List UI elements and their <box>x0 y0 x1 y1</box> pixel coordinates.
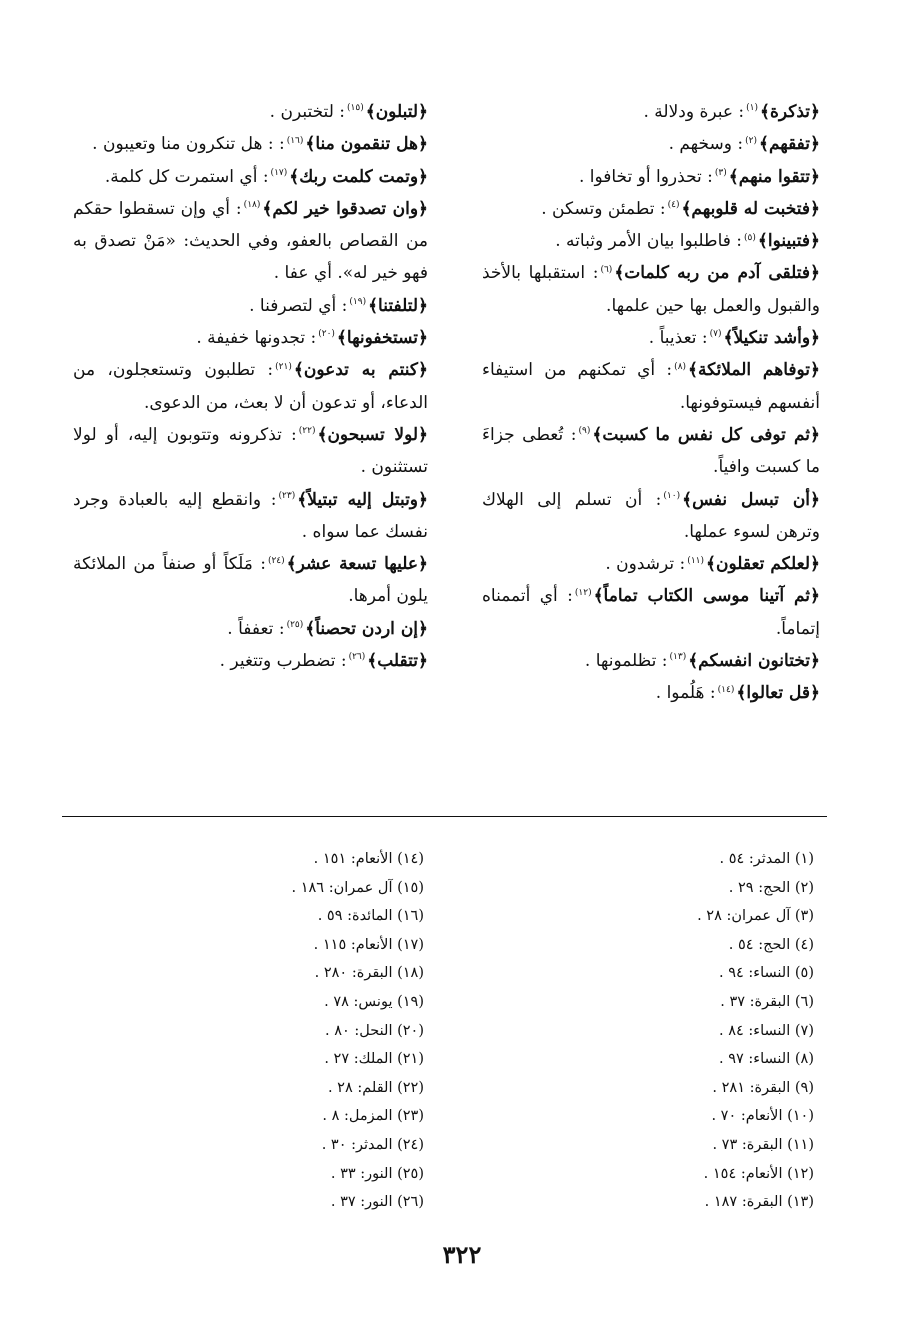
glossary-entry: ﴿تذكرة﴾$^{(١)}$: عبرة ودلالة . <box>643 102 820 122</box>
footnote-ref: (١٠) <box>663 490 681 501</box>
footnote: (٥) النساء: ٩٤ . <box>718 965 814 982</box>
glossary-entry: ﴿تختانون انفسكم﴾$^{(١٣)}$: تظلمونها . <box>584 651 820 672</box>
footnote: (٨) النساء: ٩٧ . <box>718 1051 814 1068</box>
glossary-entry: ﴿لتبلون﴾$^{(١٥)}$: لتختبرن . <box>269 102 428 122</box>
quran-term: ثم توفى كل نفس ما كسبت <box>602 424 811 445</box>
footnote-ref: (٢) <box>745 135 757 146</box>
footnote: (١٦) المائدة: ٥٩ . <box>317 908 424 925</box>
gloss-text: : تذكرونه وتتوبون إليه، أو لولا تستثنون . <box>73 424 428 478</box>
quran-term: تتقلب <box>377 651 419 672</box>
footnote: (١٠) الأنعام: ٧٠ . <box>711 1108 814 1125</box>
footnote-ref: (١٩) <box>349 297 367 308</box>
footnote-ref: (١٤) <box>717 684 735 695</box>
gloss-text: : مَلَكاً أو صنفاً من الملائكة يلون أمرها. <box>73 554 428 607</box>
quran-term: قل تعالوا <box>746 683 811 704</box>
quran-term: وأشد تنكيلاً <box>733 328 811 349</box>
footnote: (٢) الحج: ٢٩ . <box>728 879 814 896</box>
glossary-entry: ﴿تفقهم﴾$^{(٢)}$: وسخهم . <box>668 134 820 155</box>
footnotes-left <box>164 845 424 1217</box>
footnote: (٩) البقرة: ٢٨١ . <box>712 1079 814 1096</box>
glossary-entry: ﴿وأشد تنكيلاً﴾$^{(٧)}$: تعذيباً . <box>648 328 820 349</box>
footnote-ref: (١٧) <box>270 167 288 178</box>
footnote: (١٨) البقرة: ٢٨٠ . <box>314 965 424 982</box>
footnote: (٢٣) المزمل: ٨ . <box>322 1108 424 1125</box>
glossary-column-right <box>482 96 820 710</box>
footnote: (١١) البقرة: ٧٣ . <box>712 1136 814 1153</box>
glossary-entry: ﴿تستخفونها﴾$^{(٢٠)}$: تجدونها خفيفة . <box>196 328 428 349</box>
quran-term: وان تصدقوا خير لكم <box>272 198 419 219</box>
gloss-text: : تحذروا أو تخافوا . <box>578 166 713 187</box>
footnote: (٢٠) النحل: ٨٠ . <box>325 1022 424 1039</box>
footnote-ref: (٩) <box>578 426 591 437</box>
glossary-entry: ﴿لولا تسبحون﴾$^{(٢٢)}$: تذكرونه وتتوبون إليه، أو لولا تستثنون . <box>73 424 428 478</box>
footnote-ref: (١٢) <box>574 587 592 598</box>
quran-term: فتخبت له قلوبهم <box>691 198 811 219</box>
footnote-ref: (٢٤) <box>267 555 285 566</box>
quran-term: أن تبسل نفس <box>692 489 811 510</box>
glossary-entry: ﴿تتقوا منهم﴾$^{(٣)}$: تحذروا أو تخافوا . <box>578 166 820 187</box>
gloss-text: : تظلمونها . <box>584 651 668 672</box>
glossary-entry: ﴿أن تبسل نفس﴾$^{(١٠)}$: أن تسلم إلى الهلاك وترهن لسوء عملها. <box>482 489 820 542</box>
gloss-text: : وسخهم . <box>668 134 744 155</box>
gloss-text: : تجدونها خفيفة . <box>196 328 317 349</box>
gloss-text: : تطمئن وتسكن . <box>541 198 666 219</box>
footnote: (١٢) الأنعام: ١٥٤ . <box>703 1165 814 1182</box>
gloss-text: : تضطرب وتتغير . <box>219 651 347 672</box>
quran-term: وتمت كلمت ربك <box>299 166 419 187</box>
glossary-entry: ﴿وان تصدقوا خير لكم﴾$^{(١٨)}$: أي وإن تسقطوا حقكم من القصاص بالعفو، وفي الحديث: «مَنْ تصدق به فهو خير له». أي عفا . <box>73 198 429 284</box>
footnote: (٧) النساء: ٨٤ . <box>718 1022 814 1039</box>
gloss-text: : أن تسلم إلى الهلاك وترهن لسوء عملها. <box>482 489 820 542</box>
footnote: (١٤) الأنعام: ١٥١ . <box>313 851 424 867</box>
footnote-ref: (٢٠) <box>318 329 335 340</box>
quran-term: وتبتل إليه تبتيلاً <box>307 489 419 510</box>
glossary-entry: ﴿فتلقى آدم من ربه كلمات﴾$^{(٦)}$: استقبلها بالأخذ والقبول والعمل بها حين علمها. <box>482 263 821 316</box>
glossary-entry: ﴿هل تنقمون منا﴾$^{(١٦)}$: : هل تنكرون منا وتعيبون . <box>92 134 428 155</box>
footnote-ref: (٤) <box>667 200 680 211</box>
quran-term: لتبلون <box>375 102 419 122</box>
gloss-text: : تطلبون وتستعجلون، من الدعاء، أو تدعون أن لا بعث، من الدعوى. <box>73 360 428 413</box>
quran-term: كنتم به تدعون <box>303 360 419 381</box>
gloss-text: : أي وإن تسقطوا حقكم من القصاص بالعفو، وفي الحديث: «مَنْ تصدق به فهو خير له». أي عفا . <box>73 198 428 284</box>
gloss-text: : تعذيباً . <box>648 328 708 349</box>
quran-term: توفاهم الملائكة <box>698 360 811 381</box>
quran-term: فتلقى آدم من ربه كلمات <box>624 263 811 284</box>
glossary-entry: ﴿لعلكم تعقلون﴾$^{(١١)}$: ترشدون . <box>605 554 820 575</box>
quran-term: لولا تسبحون <box>327 424 419 445</box>
footnote-ref: (١١) <box>687 555 704 566</box>
footnote-ref: (٧) <box>709 329 722 340</box>
footnote-ref: (١٣) <box>669 652 687 663</box>
footnote: (٣) آل عمران: ٢٨ . <box>697 908 814 925</box>
footnote-ref: (٢٦) <box>348 652 366 663</box>
glossary-entry: ﴿لتلفتنا﴾$^{(١٩)}$: أي لتصرفنا . <box>249 295 428 316</box>
gloss-text: : تُعطى جزاءَ ما كسبت وافياً. <box>482 424 820 478</box>
footnote: (٢٢) القلم: ٢٨ . <box>327 1079 424 1096</box>
glossary-column-left <box>73 96 428 677</box>
footnotes-right <box>554 845 814 1217</box>
gloss-text: : : هل تنكرون منا وتعيبون . <box>92 134 285 155</box>
gloss-text: : عبرة ودلالة . <box>643 102 745 122</box>
glossary-entry: ﴿فتبينوا﴾$^{(٥)}$: فاطلبوا بيان الأمر وثباته . <box>555 231 820 252</box>
footnote: (١٣) البقرة: ١٨٧ . <box>704 1194 814 1211</box>
glossary-entry: ﴿وتبتل إليه تبتيلاً﴾$^{(٢٣)}$: وانقطع إليه بالعبادة وجرد نفسك عما سواه . <box>73 489 428 542</box>
quran-term: تذكرة <box>769 102 811 122</box>
glossary-entry: ﴿كنتم به تدعون﴾$^{(٢١)}$: تطلبون وتستعجلون، من الدعاء، أو تدعون أن لا بعث، من الدعوى. <box>73 360 428 413</box>
footnote: (١٩) يونس: ٧٨ . <box>324 993 424 1010</box>
gloss-text: : استقبلها بالأخذ والقبول والعمل بها حين علمها. <box>482 263 820 316</box>
footnote: (١) المدثر: ٥٤ . <box>719 851 814 867</box>
quran-term: إن اردن تحصناً <box>315 618 419 639</box>
glossary-entry: ﴿وتمت كلمت ربك﴾$^{(١٧)}$: أي استمرت كل كلمة. <box>104 166 428 187</box>
footnote-ref: (١٨) <box>243 200 261 211</box>
glossary-entry: ﴿فتخبت له قلوبهم﴾$^{(٤)}$: تطمئن وتسكن . <box>541 198 820 219</box>
quran-term: عليها تسعة عشر <box>296 554 419 575</box>
footnote: (١٧) الأنعام: ١١٥ . <box>313 936 424 953</box>
gloss-text: : فاطلبوا بيان الأمر وثباته . <box>555 231 743 252</box>
glossary-entry: ﴿توفاهم الملائكة﴾$^{(٨)}$: أي تمكنهم من استيفاء أنفسهم فيستوفونها. <box>482 360 820 413</box>
footnote: (٤) الحج: ٥٤ . <box>728 936 814 953</box>
glossary-entry: ﴿ثم توفى كل نفس ما كسبت﴾$^{(٩)}$: تُعطى جزاءَ ما كسبت وافياً. <box>482 424 820 478</box>
quran-term: ثم آتينا موسى الكتاب تماماً <box>603 586 811 607</box>
glossary-entry: ﴿إن اردن تحصناً﴾$^{(٢٥)}$: تعففاً . <box>227 618 428 639</box>
gloss-text: : أي تمكنهم من استيفاء أنفسهم فيستوفونها. <box>482 360 820 413</box>
gloss-text: : أي استمرت كل كلمة. <box>104 166 269 187</box>
footnote-ref: (٢٢) <box>298 426 316 437</box>
footnote-ref: (٨) <box>674 361 687 372</box>
quran-term: تختانون انفسكم <box>698 651 811 672</box>
gloss-text: : تعففاً . <box>227 618 285 639</box>
quran-term: فتبينوا <box>767 231 811 252</box>
glossary-entry: ﴿ثم آتينا موسى الكتاب تماماً﴾$^{(١٢)}$: أي أتممناه إتماماً. <box>482 586 820 639</box>
glossary-entry: ﴿قل تعالوا﴾$^{(١٤)}$: هَلُموا . <box>655 683 820 704</box>
footnote: (٦) البقرة: ٣٧ . <box>720 993 814 1010</box>
footnote-ref: (١٥) <box>347 103 364 114</box>
footnote: (٢٥) النور: ٣٣ . <box>330 1165 424 1182</box>
gloss-text: : ترشدون . <box>605 554 686 575</box>
footnote-ref: (٦) <box>600 264 613 275</box>
footnote-ref: (١٦) <box>286 135 304 146</box>
footnote-ref: (٣) <box>714 167 727 178</box>
footnote: (٢٦) النور: ٣٧ . <box>330 1194 424 1211</box>
glossary-entry: ﴿عليها تسعة عشر﴾$^{(٢٤)}$: مَلَكاً أو صنفاً من الملائكة يلون أمرها. <box>73 554 429 607</box>
quran-term: تفقهم <box>768 134 811 155</box>
footnote-divider <box>62 816 827 817</box>
footnote-ref: (٢١) <box>275 361 292 372</box>
quran-term: لعلكم تعقلون <box>715 554 811 575</box>
quran-term: هل تنقمون منا <box>315 134 419 155</box>
gloss-text: : وانقطع إليه بالعبادة وجرد نفسك عما سواه . <box>73 489 428 542</box>
footnote-ref: (١) <box>746 103 759 114</box>
gloss-text: : أي لتصرفنا . <box>249 295 348 316</box>
gloss-text: : أي أتممناه إتماماً. <box>482 586 820 639</box>
quran-term: تستخفونها <box>346 328 419 349</box>
footnote-ref: (٥) <box>744 232 756 243</box>
quran-term: تتقوا منهم <box>738 166 811 187</box>
footnote-ref: (٢٥) <box>286 620 304 631</box>
gloss-text: : لتختبرن . <box>269 102 346 122</box>
page-number: ٣٢٢ <box>442 1240 482 1269</box>
quran-term: لتلفتنا <box>378 295 419 316</box>
footnote-ref: (٢٣) <box>278 490 296 501</box>
footnote: (٢١) الملك: ٢٧ . <box>324 1051 424 1068</box>
glossary-entry: ﴿تتقلب﴾$^{(٢٦)}$: تضطرب وتتغير . <box>219 651 428 672</box>
footnote: (٢٤) المدثر: ٣٠ . <box>321 1136 424 1153</box>
gloss-text: : هَلُموا . <box>655 683 716 704</box>
footnote: (١٥) آل عمران: ١٨٦ . <box>291 879 424 896</box>
